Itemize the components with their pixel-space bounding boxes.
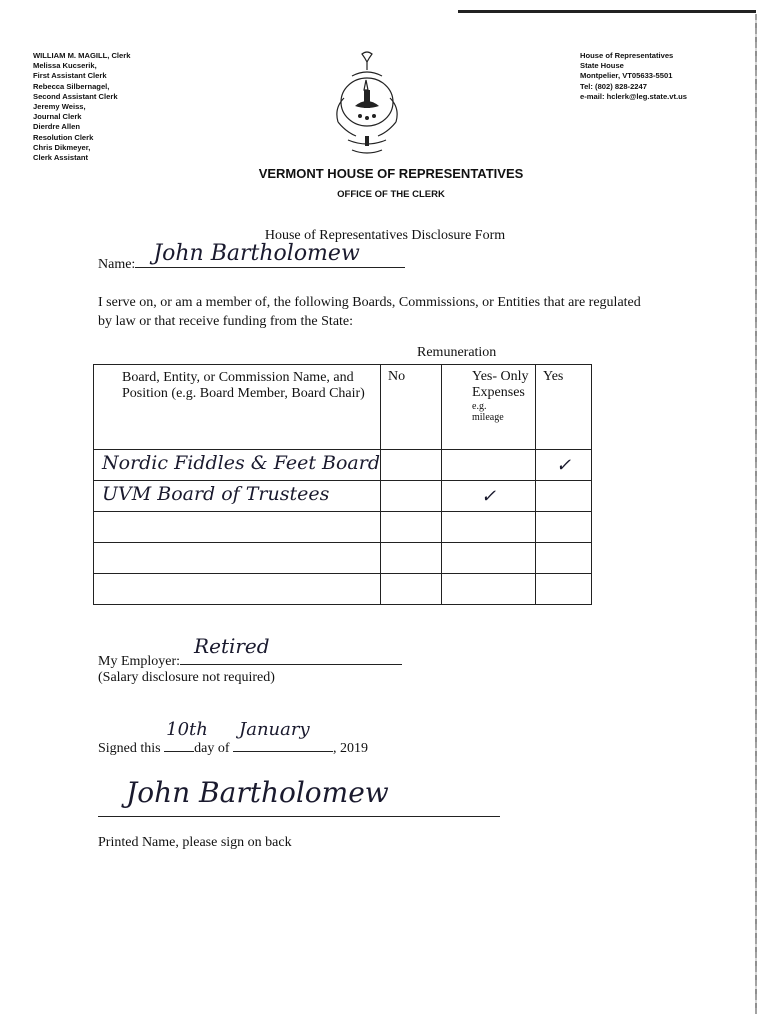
staff-line: Resolution Clerk [33, 132, 94, 142]
form-title: House of Representatives Disclosure Form [264, 228, 506, 243]
vermont-seal-logo [322, 50, 412, 162]
salary-note: (Salary disclosure not required) [98, 670, 275, 685]
contact-line: Montpelier, VT05633-5501 [580, 71, 673, 81]
expenses-cell[interactable] [442, 543, 536, 574]
day-handwritten: 10th [166, 719, 208, 740]
name-handwritten: John Bartholomew [153, 241, 360, 266]
staff-line: Journal Clerk [33, 112, 82, 122]
no-cell[interactable] [381, 512, 442, 543]
header-expenses-text: Yes- Only Expenses [472, 369, 529, 400]
clerk-staff-list [33, 51, 130, 163]
signature-line[interactable] [98, 816, 500, 817]
table-row [94, 450, 592, 481]
board-cell[interactable]: Nordic Fiddles & Feet Board [94, 450, 381, 481]
name-field[interactable] [135, 241, 405, 268]
name-label: Name: [98, 257, 136, 272]
header-board [94, 365, 381, 450]
signed-prefix: Signed this [98, 741, 161, 756]
month-field[interactable] [233, 719, 333, 752]
employer-label: My Employer: [98, 654, 181, 669]
org-subtitle: OFFICE OF THE CLERK [337, 189, 445, 200]
signature: John Bartholomew [126, 776, 389, 809]
staff-line: Clerk Assistant [33, 153, 89, 163]
day-field[interactable] [164, 719, 208, 752]
no-cell[interactable] [381, 450, 442, 481]
table-row [94, 512, 592, 543]
contact-line: Tel: (802) 828-2247 [580, 81, 647, 91]
employer-row [98, 634, 402, 670]
table-row [94, 543, 592, 574]
yes-cell[interactable] [536, 543, 592, 574]
contact-line: House of Representatives [580, 51, 674, 60]
signed-year: , 2019 [333, 741, 369, 756]
board-cell[interactable]: UVM Board of Trustees [94, 481, 381, 512]
expenses-cell[interactable] [442, 512, 536, 543]
staff-line: Jeremy Weiss, [33, 102, 86, 112]
header-no-text: No [388, 369, 406, 384]
staff-line: First Assistant Clerk [33, 71, 107, 81]
signed-row [98, 719, 369, 757]
header-yes [536, 365, 592, 450]
employer-field[interactable] [180, 634, 402, 665]
yes-cell[interactable]: ✓ [536, 450, 592, 481]
top-rule [458, 10, 756, 13]
table-row [94, 574, 592, 605]
signed-mid: day of [194, 741, 230, 756]
staff-line: WILLIAM M. MAGILL, Clerk [33, 51, 131, 60]
scan-edge [755, 14, 757, 1014]
contact-line: State House [580, 61, 624, 71]
expenses-cell[interactable] [442, 574, 536, 605]
yes-cell[interactable] [536, 574, 592, 605]
month-handwritten: January [239, 719, 310, 740]
expenses-cell[interactable] [442, 450, 536, 481]
header-yes-text: Yes [543, 369, 564, 384]
board-cell[interactable] [94, 543, 381, 574]
employer-handwritten: Retired [194, 634, 270, 658]
table-header-row [94, 365, 592, 450]
no-cell[interactable] [381, 543, 442, 574]
contact-block [580, 51, 687, 102]
expenses-cell[interactable]: ✓ [442, 481, 536, 512]
no-cell[interactable] [381, 481, 442, 512]
yes-cell[interactable] [536, 481, 592, 512]
header-board-text: Board, Entity, or Commission Name, and Position (e.g. Board Member, Board Chair) [122, 370, 365, 401]
disclosure-table [93, 364, 592, 605]
staff-line: Dierdre Allen [33, 122, 80, 132]
printed-name-note: Printed Name, please sign on back [98, 835, 292, 850]
header-expenses-note: e.g. mileage [472, 401, 504, 423]
staff-line: Rebecca Silbernagel, [33, 81, 110, 91]
board-cell[interactable] [94, 512, 381, 543]
board-cell[interactable] [94, 574, 381, 605]
contact-email: e-mail: hclerk@leg.state.vt.us [580, 91, 688, 101]
name-row [98, 241, 405, 273]
staff-line: Second Assistant Clerk [33, 91, 118, 101]
yes-cell[interactable] [536, 512, 592, 543]
header-expenses [442, 365, 536, 450]
letterhead [0, 166, 770, 200]
staff-line: Chris Dikmeyer, [33, 142, 91, 152]
header-no [381, 365, 442, 450]
org-title: VERMONT HOUSE OF REPRESENTATIVES [258, 166, 524, 181]
table-row [94, 481, 592, 512]
remuneration-label: Remuneration [417, 345, 497, 360]
no-cell[interactable] [381, 574, 442, 605]
staff-line: Melissa Kucserik, [33, 61, 97, 71]
intro-text: I serve on, or am a member of, the following Boards, Commissions, or Entities that are regulated by law or that receive funding from the State: [98, 295, 641, 329]
